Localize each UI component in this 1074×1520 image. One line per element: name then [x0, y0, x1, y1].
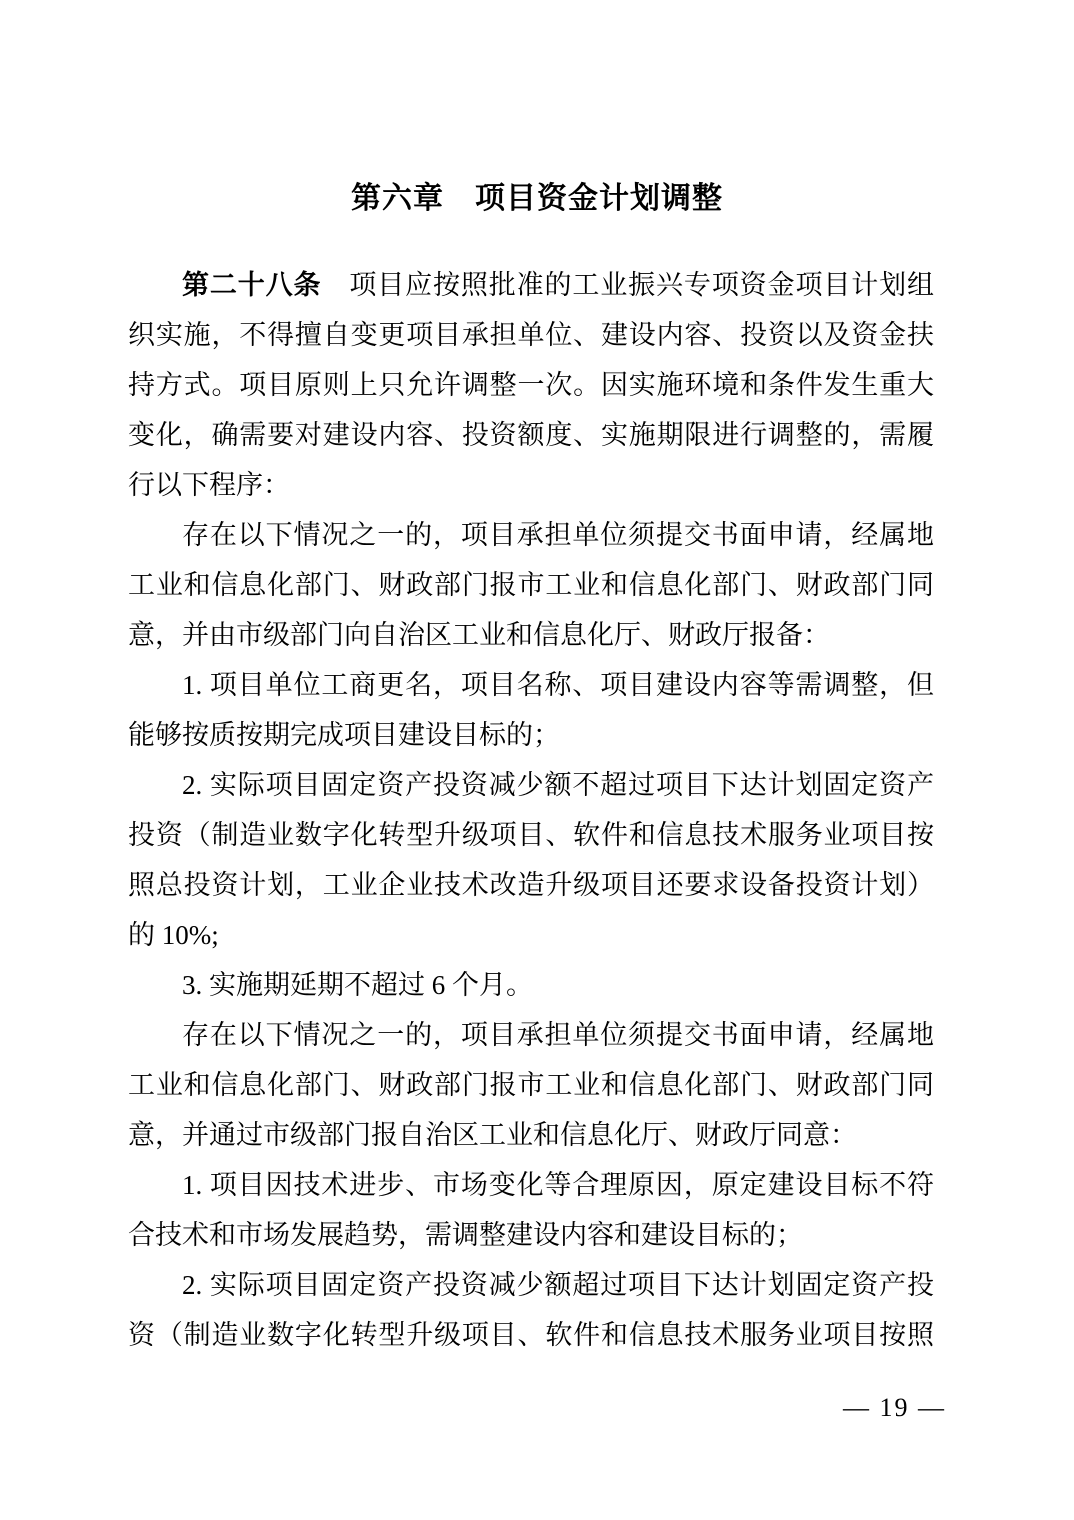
- text-line: 工业和信息化部门、财政部门报市工业和信息化部门、财政部门同: [128, 570, 934, 600]
- document-body: [128, 260, 934, 1360]
- text-line: 投资（制造业数字化转型升级项目、软件和信息技术服务业项目按: [128, 820, 934, 850]
- page-number: — 19 —: [843, 1393, 946, 1422]
- text-line: 行以下程序：: [128, 470, 290, 500]
- text-line: 合技术和市场发展趋势，需调整建设内容和建设目标的；: [128, 1220, 803, 1250]
- text-line: 的 10%;: [128, 920, 219, 950]
- text-line: 1. 项目单位工商更名，项目名称、项目建设内容等需调整，但: [182, 670, 934, 700]
- text-line: 持方式。项目原则上只允许调整一次。因实施环境和条件发生重大: [128, 370, 934, 400]
- text-line: 2. 实际项目固定资产投资减少额不超过项目下达计划固定资产: [182, 770, 934, 800]
- text-line: 3. 实施期延期不超过 6 个月。: [182, 970, 533, 1000]
- text-line: 第二十八条 项目应按照批准的工业振兴专项资金项目计划组: [182, 270, 935, 300]
- text-line: 能够按质按期完成项目建设目标的；: [128, 720, 560, 750]
- text-line: 2. 实际项目固定资产投资减少额超过项目下达计划固定资产投: [182, 1270, 934, 1300]
- text-line: 资（制造业数字化转型升级项目、软件和信息技术服务业项目按照: [128, 1320, 934, 1350]
- text-line: 存在以下情况之一的，项目承担单位须提交书面申请，经属地: [182, 520, 934, 550]
- text-line: 变化，确需要对建设内容、投资额度、实施期限进行调整的，需履: [128, 420, 934, 450]
- text-line: 织实施，不得擅自变更项目承担单位、建设内容、投资以及资金扶: [128, 320, 934, 350]
- text-line: 1. 项目因技术进步、市场变化等合理原因，原定建设目标不符: [182, 1170, 934, 1200]
- text-line: 意，并由市级部门向自治区工业和信息化厅、财政厅报备：: [128, 620, 830, 650]
- text-line: 照总投资计划，工业企业技术改造升级项目还要求设备投资计划）: [128, 870, 934, 900]
- text-line: 工业和信息化部门、财政部门报市工业和信息化部门、财政部门同: [128, 1070, 934, 1100]
- article-number: 第二十八条: [182, 270, 322, 300]
- text-line: 存在以下情况之一的，项目承担单位须提交书面申请，经属地: [182, 1020, 934, 1050]
- chapter-title: 第六章 项目资金计划调整: [351, 182, 723, 215]
- text-line: 意，并通过市级部门报自治区工业和信息化厅、财政厅同意：: [128, 1120, 857, 1150]
